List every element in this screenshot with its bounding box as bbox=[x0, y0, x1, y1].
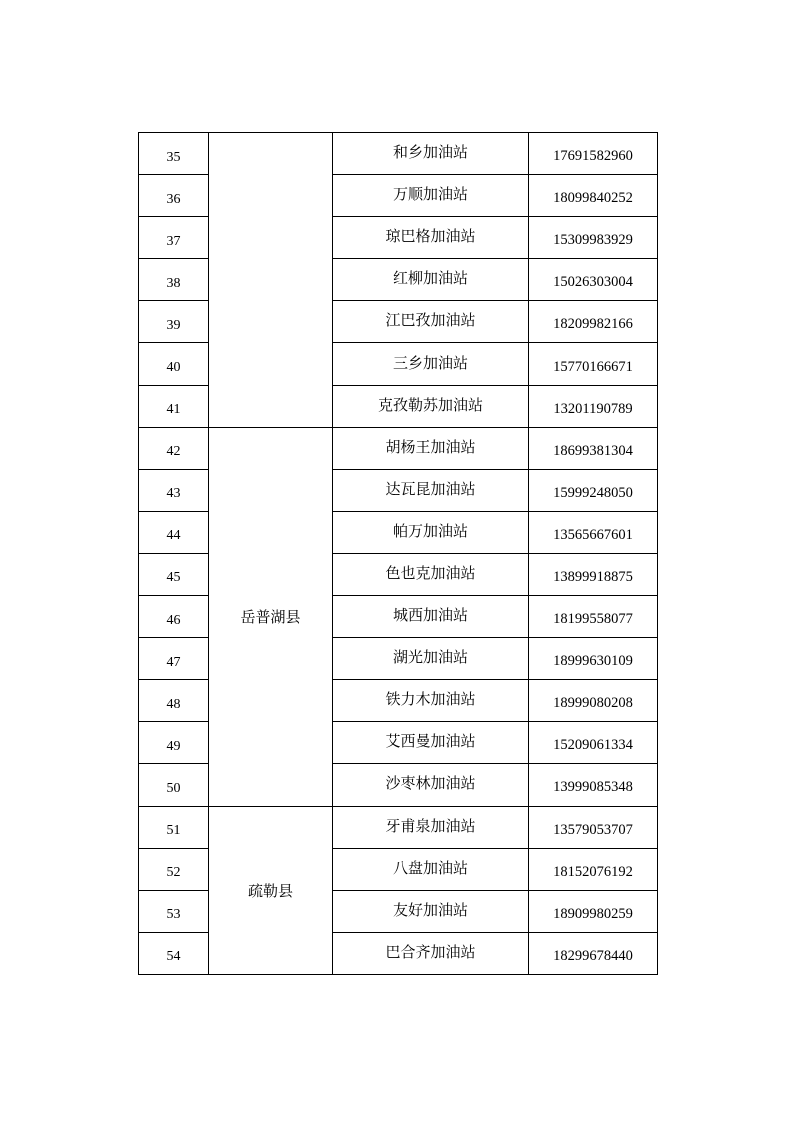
gas-station-table bbox=[138, 132, 658, 975]
row-number: 53 bbox=[139, 890, 209, 932]
station-name: 色也克加油站 bbox=[333, 553, 529, 595]
county-cell-yuepuhu: 岳普湖县 bbox=[209, 427, 333, 806]
row-number: 51 bbox=[139, 806, 209, 848]
phone-number: 13579053707 bbox=[529, 806, 658, 848]
row-number: 42 bbox=[139, 427, 209, 469]
station-name: 三乡加油站 bbox=[333, 343, 529, 385]
county-cell bbox=[209, 133, 333, 428]
station-name: 帕万加油站 bbox=[333, 511, 529, 553]
station-name: 胡杨王加油站 bbox=[333, 427, 529, 469]
phone-number: 18152076192 bbox=[529, 848, 658, 890]
phone-number: 15026303004 bbox=[529, 259, 658, 301]
phone-number: 18999630109 bbox=[529, 638, 658, 680]
phone-number: 13201190789 bbox=[529, 385, 658, 427]
station-name: 达瓦昆加油站 bbox=[333, 469, 529, 511]
row-number: 41 bbox=[139, 385, 209, 427]
phone-number: 18199558077 bbox=[529, 596, 658, 638]
station-name: 和乡加油站 bbox=[333, 133, 529, 175]
station-name: 湖光加油站 bbox=[333, 638, 529, 680]
row-number: 50 bbox=[139, 764, 209, 806]
station-name: 艾西曼加油站 bbox=[333, 722, 529, 764]
row-number: 54 bbox=[139, 932, 209, 974]
station-name: 铁力木加油站 bbox=[333, 680, 529, 722]
station-name: 友好加油站 bbox=[333, 890, 529, 932]
phone-number: 18299678440 bbox=[529, 932, 658, 974]
phone-number: 18999080208 bbox=[529, 680, 658, 722]
phone-number: 18209982166 bbox=[529, 301, 658, 343]
row-number: 40 bbox=[139, 343, 209, 385]
row-number: 52 bbox=[139, 848, 209, 890]
station-name: 城西加油站 bbox=[333, 596, 529, 638]
phone-number: 13899918875 bbox=[529, 553, 658, 595]
phone-number: 15999248050 bbox=[529, 469, 658, 511]
station-name: 八盘加油站 bbox=[333, 848, 529, 890]
station-name: 万顺加油站 bbox=[333, 175, 529, 217]
table-row bbox=[139, 427, 658, 469]
phone-number: 13999085348 bbox=[529, 764, 658, 806]
phone-number: 18099840252 bbox=[529, 175, 658, 217]
row-number: 49 bbox=[139, 722, 209, 764]
phone-number: 18909980259 bbox=[529, 890, 658, 932]
row-number: 39 bbox=[139, 301, 209, 343]
phone-number: 15770166671 bbox=[529, 343, 658, 385]
phone-number: 17691582960 bbox=[529, 133, 658, 175]
station-name: 江巴孜加油站 bbox=[333, 301, 529, 343]
row-number: 47 bbox=[139, 638, 209, 680]
row-number: 43 bbox=[139, 469, 209, 511]
station-name: 巴合齐加油站 bbox=[333, 932, 529, 974]
row-number: 46 bbox=[139, 596, 209, 638]
row-number: 38 bbox=[139, 259, 209, 301]
table-row bbox=[139, 806, 658, 848]
station-name: 琼巴格加油站 bbox=[333, 217, 529, 259]
station-name: 红柳加油站 bbox=[333, 259, 529, 301]
row-number: 44 bbox=[139, 511, 209, 553]
table-row bbox=[139, 133, 658, 175]
row-number: 37 bbox=[139, 217, 209, 259]
phone-number: 13565667601 bbox=[529, 511, 658, 553]
row-number: 48 bbox=[139, 680, 209, 722]
phone-number: 15309983929 bbox=[529, 217, 658, 259]
station-name: 克孜勒苏加油站 bbox=[333, 385, 529, 427]
phone-number: 18699381304 bbox=[529, 427, 658, 469]
row-number: 35 bbox=[139, 133, 209, 175]
station-name: 沙枣林加油站 bbox=[333, 764, 529, 806]
county-cell-shule: 疏勒县 bbox=[209, 806, 333, 974]
phone-number: 15209061334 bbox=[529, 722, 658, 764]
row-number: 36 bbox=[139, 175, 209, 217]
station-name: 牙甫泉加油站 bbox=[333, 806, 529, 848]
row-number: 45 bbox=[139, 553, 209, 595]
